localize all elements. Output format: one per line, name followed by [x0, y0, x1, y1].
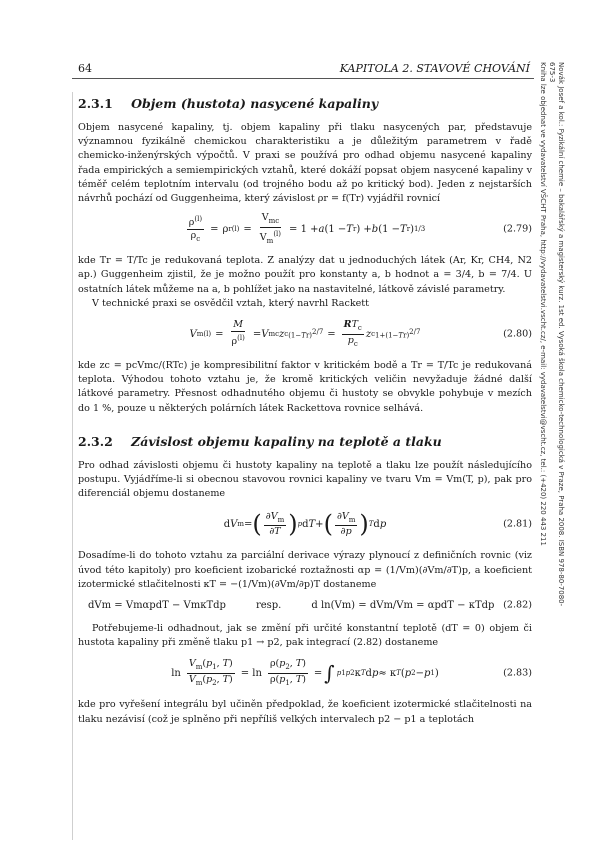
section-title: Objem (hustota) nasycené kapaliny	[131, 96, 379, 111]
equation-number: (2.81)	[503, 518, 532, 530]
paragraph: V technické praxi se osvědčil vztah, který navrhl Rackett	[92, 297, 370, 309]
paragraph: kde pro vyřešení integrálu byl učiněn předpoklad, že koeficient izotermické stlačitelnosti na tlaku nezávisí (což je splněno při nepříliš velkých intervalech p2 − p1 a teplotách	[78, 699, 532, 725]
section-heading-2-3-1	[78, 96, 532, 111]
equation-2-82	[78, 596, 532, 614]
paragraph: Potřebujeme-li odhadnout, jak se změní při určité konstantní teplotě (dT = 0) objem či hustota kapaliny při změně tlaku p1 → p2, pak integrací (2.82) dostaneme	[78, 623, 532, 649]
side-note-line-2: Kniha lze objednat ve vydavatelství VŠCHT Praha, http://vydavatelstvi.vscht.cz/, e-mail: vydavatelstvi@vscht.cz, tel.: (+420) 220 443 211	[539, 62, 547, 546]
paragraph: Objem nasycené kapaliny, tj. objem kapaliny při tlaku nasycených par, představuje významnou fyzikálně chemickou charakteristiku a je důležitým parametrem v řadě chemicko-inženýrských výpočtů. V praxi se používá pro odhad objemu nasycené kapaliny řada empirických a semiempirických vztahů, které dokáží popsat objem nasycené kapaliny v téměř celém teplotním intervalu (od trojného bodu až po kritický bod). Jeden z nejstarších návrhů pochází od Guggenheima, který závislost ρr = f(Tr) vyjádřil rovnicí	[78, 122, 532, 205]
equation-number: (2.83)	[503, 667, 532, 679]
equation-number: (2.79)	[503, 223, 532, 235]
equation-number: (2.80)	[503, 328, 532, 340]
equation-right: d ln(Vm) = dVm/Vm = αpdT − κTdp	[311, 599, 495, 611]
page-content	[78, 90, 532, 727]
paragraph: Dosadíme-li do tohoto vztahu za parciální derivace výrazy plynoucí z definičních rovnic (viz úvod této kapitoly) pro koeficient izobarické roztažnosti αp = (1/Vm)(∂Vm/∂T)p, a koeficient izotermické stlačitelnosti κT = −(1/Vm)(∂Vm/∂p)T dostaneme	[78, 550, 532, 590]
section-heading-2-3-2	[78, 434, 532, 449]
equation-number: (2.82)	[503, 599, 532, 611]
equation-2-83: ln $\frac{V_m(p_1, T)}{V_m(p_2, T)}$ = ln $\frac{\rho(p_2, T)}{\rho(p_1, T)}$ = ∫ p1 p2 κ T d p ≈ κ T ( p 2 − p 1 ) (2.83)	[171, 658, 532, 687]
equation-2-79: $\frac{\rho^{(l)}}{\rho_c}$ = ρ r (l) = $\frac{V_{mc}}{V_m^{(l)}}$ = 1 + a (1 − T r ) + b (1 − T r ) 1/3 (2.79)	[188, 211, 532, 245]
section-title: Závislost objemu kapaliny na teplotě a tlaku	[131, 433, 442, 449]
header-rule	[72, 78, 534, 79]
margin-bar	[72, 92, 73, 840]
equation-connector: resp.	[255, 599, 282, 611]
running-head: KAPITOLA 2. STAVOVÉ CHOVÁNÍ	[339, 62, 530, 75]
paragraph: kde zc = pcVmc/(RTc) je kompresibilitní faktor v kritickém bodě a Tr = T/Tc je redukovaná teplota. Výhodou tohoto vztahu je, že kromě kritických veličin nevyžaduje žádné další látkové parametry. Přesnost odhadnutého objemu či hustoty se obvykle pohybuje v mezích do 1 %, pouze u některých polárních látek Rackettova rovnice selhává.	[78, 360, 532, 414]
equation-2-81: d V m = ( $\frac{\partial V_m}{\partial T}$ ) p d T + ( $\frac{\partial V_m}{\partial p}$ ) T d p (2.81)	[223, 510, 532, 539]
side-note-line-1: Novák Josef a kol.: Fyzikální chemie – bakalářský a magisterský kurz. 1st ed. Vysoká škola chemicko-technologická v Praze, Praha 2008. ISBN 978-80-7080-675-3	[548, 62, 565, 607]
paragraph: kde Tr = T/Tc je redukovaná teplota. Z analýzy dat u jednoduchých látek (Ar, Kr, CH4, N2 ap.) Guggenheim zjistil, že je možno použít pro konstanty a, b hodnot a = 3/4, b = 7/4. U ostatních látek můžeme na a, b pohlížet jako na nastavitelné, látkově závislé parametry.	[78, 255, 532, 295]
page-number: 64	[78, 62, 92, 75]
equation-left: dVm = VmαpdT − VmκTdp	[88, 599, 226, 611]
paragraph: Pro odhad závislosti objemu či hustoty kapaliny na teplotě a tlaku lze použít následujícího postupu. Vyjádříme-li si obecnou stavovou rovnici kapaliny ve tvaru Vm = Vm(T, p), pak pro diferenciál objemu dostaneme	[78, 459, 532, 500]
side-note	[535, 62, 565, 622]
equation-2-80: V m (l) = $\frac{M}{\rho^{(l)}}$ = V mc z c $(1-Tr)^{2/7}$ = $\frac{RT_c}{p_c}$ z c $1+(1-Tr)^{2/7}$ (2.80)	[189, 318, 532, 348]
section-number: 2.3.2	[78, 433, 113, 449]
section-number: 2.3.1	[78, 96, 113, 111]
